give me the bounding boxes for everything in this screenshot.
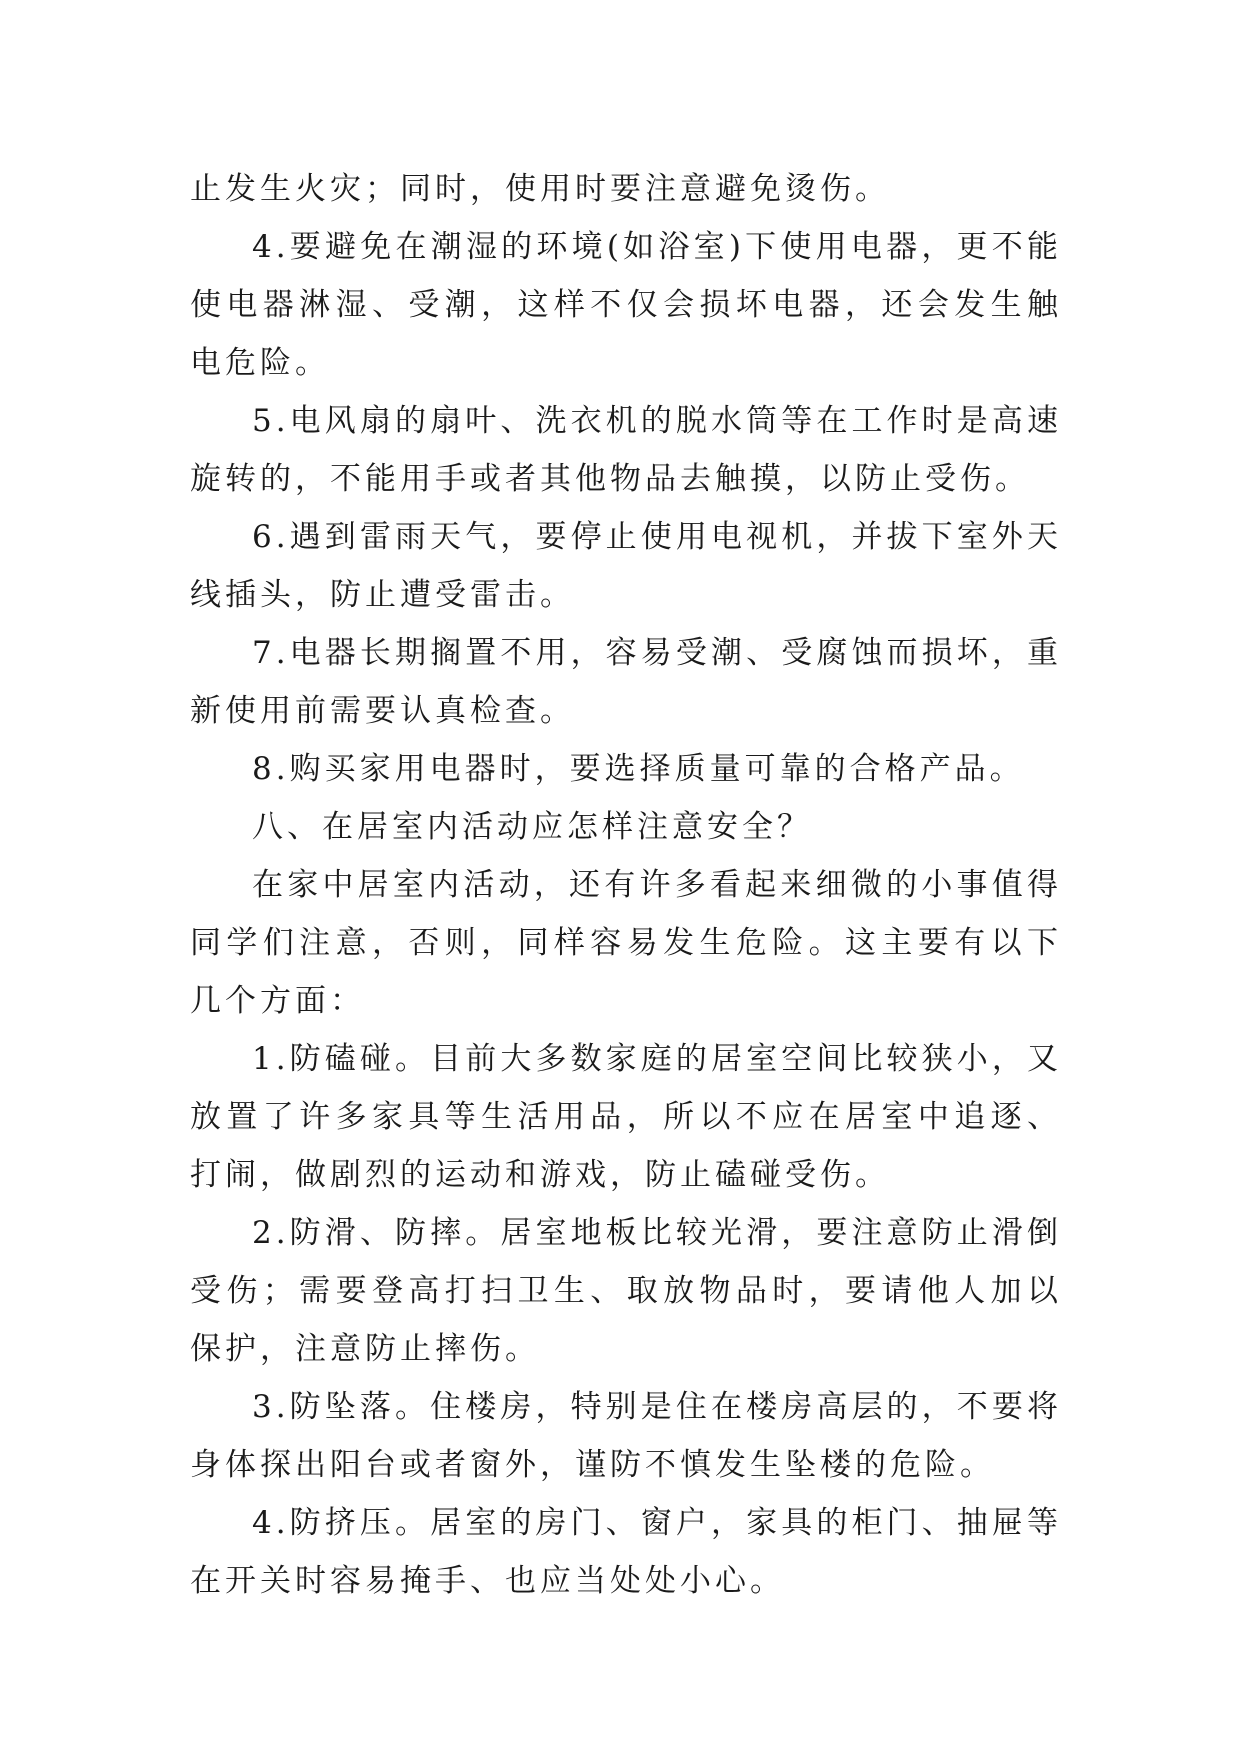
- paragraph-section-intro: 在家中居室内活动，还有许多看起来细微的小事值得同学们注意，否则，同样容易发生危险。这主要有以下几个方面：: [190, 867, 1062, 1019]
- paragraph-item-2-slips: 2.防滑、防摔。居室地板比较光滑，要注意防止滑倒受伤；需要登高打扫卫生、取放物品时，要请他人加以保护，注意防止摔伤。: [190, 1215, 1062, 1367]
- paragraph-item-4-humidity: 4.要避免在潮湿的环境(如浴室)下使用电器，更不能使电器淋湿、受潮，这样不仅会损坏电器，还会发生触电危险。: [190, 229, 1062, 381]
- paragraph-item-3-falls: 3.防坠落。住楼房，特别是住在楼房高层的，不要将身体探出阳台或者窗外，谨防不慎发生坠楼的危险。: [190, 1389, 1062, 1483]
- paragraph-item-4-pinching: 4.防挤压。居室的房门、窗户，家具的柜门、抽屉等在开关时容易掩手、也应当处处小心。: [190, 1505, 1062, 1599]
- document-body: [190, 160, 1062, 1610]
- paragraph-item-6-thunderstorm: 6.遇到雷雨天气，要停止使用电视机，并拔下室外天线插头，防止遭受雷击。: [190, 519, 1062, 613]
- paragraph-continuation: 止发生火灾；同时，使用时要注意避免烫伤。: [190, 171, 890, 207]
- paragraph-item-5-rotating-parts: 5.电风扇的扇叶、洗衣机的脱水筒等在工作时是高速旋转的，不能用手或者其他物品去触摸，以防止受伤。: [190, 403, 1062, 497]
- paragraph-item-1-bumps: 1.防磕碰。目前大多数家庭的居室空间比较狭小，又放置了许多家具等生活用品，所以不应在居室中追逐、打闹，做剧烈的运动和游戏，防止磕碰受伤。: [190, 1041, 1062, 1193]
- section-heading-8: 八、在居室内活动应怎样注意安全？: [252, 809, 812, 845]
- paragraph-item-7-idle-appliances: 7.电器长期搁置不用，容易受潮、受腐蚀而损坏，重新使用前需要认真检查。: [190, 635, 1062, 729]
- paragraph-item-8-purchase: 8.购买家用电器时，要选择质量可靠的合格产品。: [252, 751, 1025, 787]
